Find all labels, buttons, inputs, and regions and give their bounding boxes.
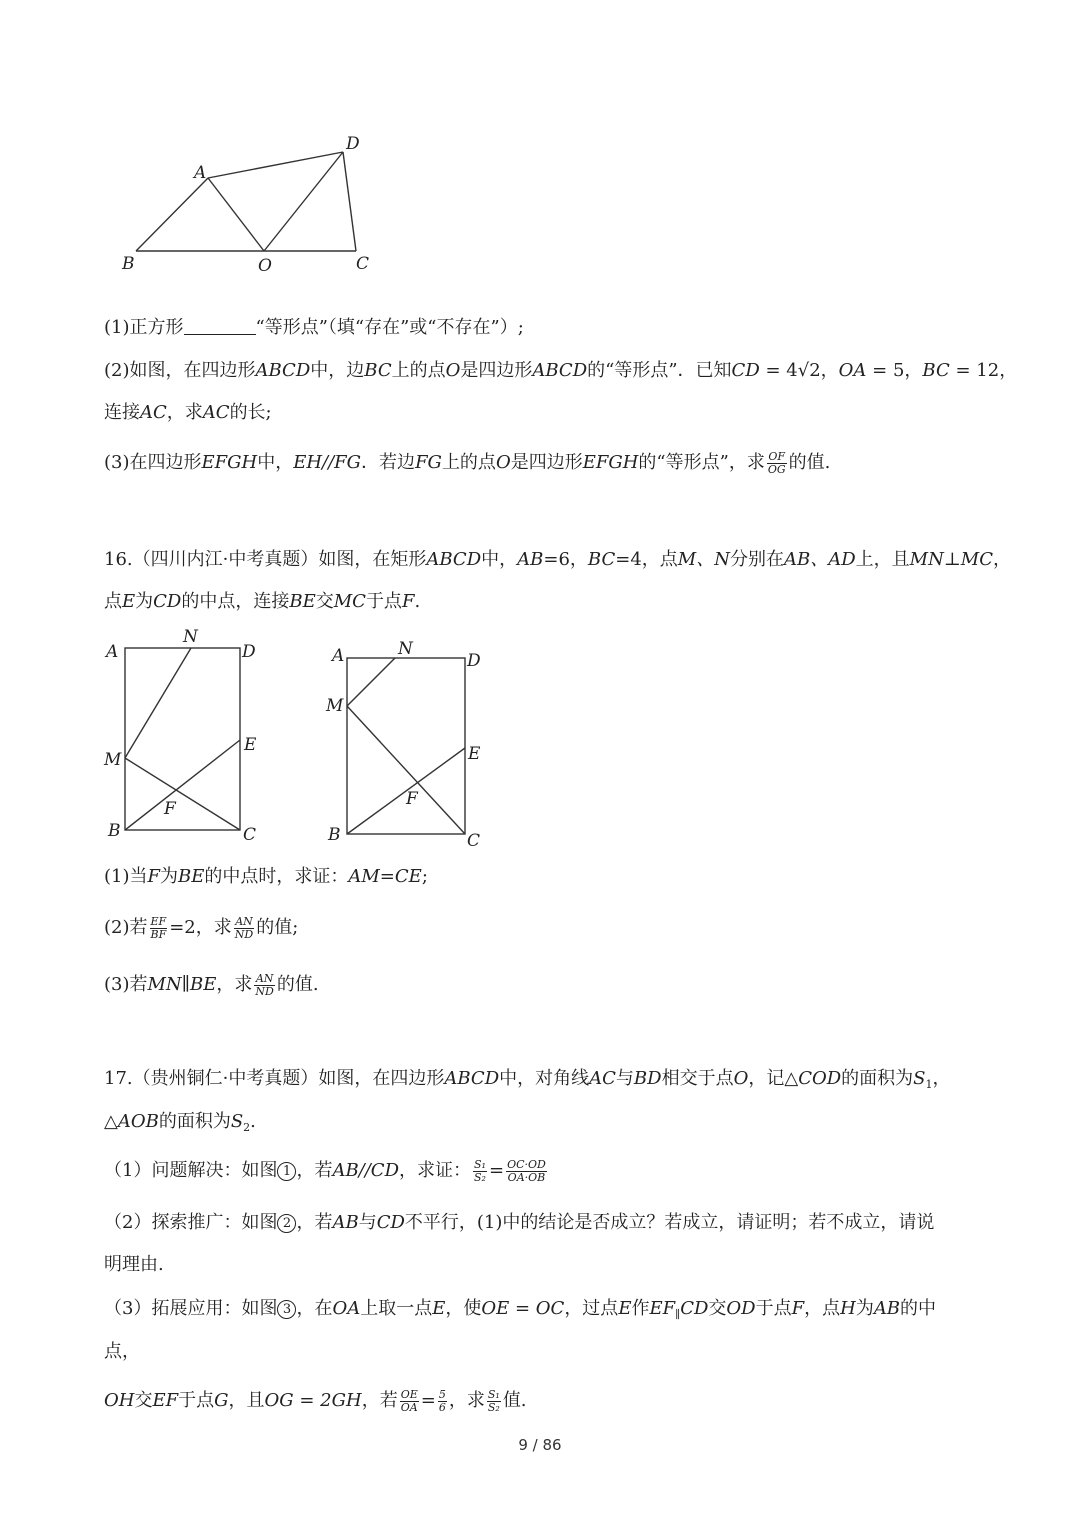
rectangle-abcd [125,648,240,830]
q15-part2-line2: 连接AC，求AC的长; [104,402,272,423]
q16-heading-line2: 点E为CD的中点，连接BE交MC于点F. [104,591,421,612]
label-n: N [183,627,198,647]
segment-mn [125,648,191,758]
edge-od [264,152,343,251]
label-f: F [406,789,418,809]
q15-part2: (2)如图，在四边形ABCD中，边BC上的点O是四边形ABCD的“等形点”．已知CD = 4√2，OA = 5，BC = 12， [104,360,1018,381]
fraction-ocod-oaob: $\frac{OC\cdot OD}{OA\cdot OB}$ [507,1157,546,1184]
q16-part3: (3)若MN∥BE，求 $\frac{AN}{ND}$ 的值. [104,971,319,998]
label-m: M [104,750,122,770]
fraction-oe-oa: $\frac{OE}{OA}$ [400,1387,418,1414]
label-n: N [398,639,413,659]
label-b: B [328,825,341,845]
q16-heading: 16.（四川内江·中考真题）如图，在矩形ABCD中，AB=6，BC=4，点M、N分别在AB、AD上，且MN⊥MC， [104,549,1011,570]
segment-mc [125,758,240,830]
q17-heading-line2: △AOB的面积为$S_2$. [104,1111,256,1134]
page-number: 9 / 86 [518,1436,562,1454]
label-b: B [122,254,135,274]
label-e: E [468,744,481,764]
label-m: M [326,696,344,716]
edge-dc [343,152,356,251]
circled-number: 2 [277,1214,296,1233]
fraction-s1-s2: $\frac{\text{S₁}}{\text{S₂}}$ [487,1387,500,1414]
label-a: A [332,646,345,666]
label-a: A [194,163,207,183]
q17-part1: （1）问题解决：如图 1 ，若AB//CD，求证： $\frac{\text{S₁}}{\text{S₂}}$ = $\frac{OC\cdot OD}{OA\cdot OB}$ [104,1157,546,1184]
answer-blank [184,316,256,335]
label-c: C [356,254,370,274]
label-d: D [242,642,256,662]
fraction-s1-s2: $\frac{\text{S₁}}{\text{S₂}}$ [474,1157,486,1184]
circled-number: 1 [277,1162,296,1181]
circled-number: 3 [277,1300,296,1319]
fraction-an-nd: $\frac{AN}{ND}$ [255,971,274,998]
fraction-of-og: $\frac{OF}{OG}$ [767,449,786,476]
segment-mn [347,658,395,706]
q16-part2: (2)若 $\frac{EF}{BF}$ =2，求 $\frac{AN}{ND}$ 的值; [104,914,299,941]
edge-ao [208,178,264,251]
fraction-five-sixths: $\frac{5}{6}$ [438,1387,446,1414]
label-d: D [346,134,360,154]
fraction-ef-bf: $\frac{EF}{BF}$ [150,914,167,941]
q17-part3-line3: OH交EF于点G，且OG = 2GH，若 $\frac{OE}{OA}$ = $\frac{5}{6}$ ，求 $\frac{\text{S₁}}{\text{S₂}}$ 值. [104,1387,527,1414]
figure-rectangle-left [100,622,270,847]
label-f: F [164,799,176,819]
fraction-an-nd: $\frac{AN}{ND}$ [234,914,254,941]
label-c: C [243,825,257,845]
q17-heading: 17.（贵州铜仁·中考真题）如图，在四边形ABCD中，对角线AC与BD相交于点O，记△COD的面积为$S_1$， [104,1068,951,1091]
segment-be [125,740,240,830]
figure-rectangle-right [320,630,495,855]
label-b: B [108,821,121,841]
edge-ad [208,152,343,178]
q15-part1: (1)正方形 “等形点”（填“存在”或“不存在”）; [104,317,524,338]
segment-mc [347,706,465,834]
label-e: E [244,735,257,755]
q17-part2: （2）探索推广：如图 2 ，若AB与CD不平行，(1)中的结论是否成立？若成立，请证明；若不成立，请说 [104,1212,935,1233]
q15-part3: (3)在四边形EFGH中，EH//FG．若边FG上的点O是四边形EFGH的“等形点”，求 $\frac{OF}{OG}$ 的值. [104,449,831,476]
label-a: A [106,642,119,662]
label-o: O [258,256,272,276]
q17-part3: （3）拓展应用：如图 3 ，在OA上取一点E，使OE = OC，过点E作$EF_\parallel CD$交OD于点F，点H为AB的中 [104,1298,937,1321]
label-d: D [467,651,481,671]
figure-quadrilateral-abcd [100,128,390,278]
q17-part2-line2: 明理由. [104,1254,164,1275]
edge-ba [136,178,208,251]
q17-part3-line2: 点， [104,1341,140,1362]
q16-part1: (1)当F为BE的中点时，求证：AM=CE; [104,866,428,887]
label-c: C [467,831,481,851]
